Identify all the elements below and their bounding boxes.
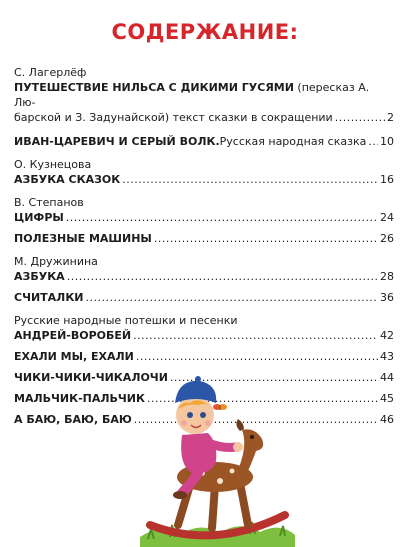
author-druzhinina: М. Дружинина xyxy=(14,255,98,268)
entry-ivan-page: 10 xyxy=(380,135,394,148)
entry-azbuka[interactable] xyxy=(14,269,394,284)
author-kuznetsova: О. Кузнецова xyxy=(14,158,92,171)
author-folk: Русские народные потешки и песенки xyxy=(14,314,238,327)
entry-nils[interactable] xyxy=(14,80,394,125)
entry-chiki-page: 44 xyxy=(380,371,394,384)
entry-andrey-page: 42 xyxy=(380,329,394,342)
entry-schitalki[interactable] xyxy=(14,290,394,305)
entry-andrey-title: АНДРЕЙ-ВОРОБЕЙ xyxy=(14,329,132,342)
entry-schitalki-title: СЧИТАЛКИ xyxy=(14,291,84,304)
entry-azbuka-skazok-page: 16 xyxy=(380,173,394,186)
entry-malchik-page: 45 xyxy=(380,392,394,405)
author-lagerlof: С. Лагерлёф xyxy=(14,66,87,79)
entry-ivan-title: ИВАН-ЦАРЕВИЧ И СЕРЫЙ ВОЛК. xyxy=(14,135,220,148)
entry-nils-note: (пересказ А. Лю- xyxy=(14,81,370,109)
entry-bayu-title: А БАЮ, БАЮ, БАЮ xyxy=(14,413,132,426)
entry-tsifry-page: 24 xyxy=(380,211,394,224)
entry-ekhali-title: ЕХАЛИ МЫ, ЕХАЛИ xyxy=(14,350,134,363)
boy-on-rocking-horse-icon xyxy=(120,365,410,547)
entry-azbuka-page: 28 xyxy=(380,270,394,283)
entry-nils-page: 2 xyxy=(387,111,394,124)
entry-malchik-title: МАЛЬЧИК-ПАЛЬЧИК xyxy=(14,392,145,405)
entry-bayu-page: 46 xyxy=(380,413,394,426)
entry-azbuka-skazok-title: АЗБУКА СКАЗОК xyxy=(14,173,121,186)
entry-mashiny-title: ПОЛЕЗНЫЕ МАШИНЫ xyxy=(14,232,152,245)
entry-nils-note-2: барской и З. Задунайской) текст сказки в сокращении xyxy=(14,111,333,124)
entry-ivan-note: Русская народная сказка xyxy=(219,135,367,148)
entry-schitalki-page: 36 xyxy=(380,291,394,304)
entry-ekhali-page: 43 xyxy=(380,350,394,363)
entry-ivan[interactable] xyxy=(14,134,394,149)
entry-mashiny-page: 26 xyxy=(380,232,394,245)
entry-azbuka-title: АЗБУКА xyxy=(14,270,65,283)
page-title: СОДЕРЖАНИЕ: xyxy=(111,20,299,44)
entry-tsifry[interactable] xyxy=(14,210,394,225)
author-stepanov: В. Степанов xyxy=(14,196,84,209)
entry-chiki-title: ЧИКИ-ЧИКИ-ЧИКАЛОЧИ xyxy=(14,371,168,384)
entry-tsifry-title: ЦИФРЫ xyxy=(14,211,64,224)
entry-ekhali[interactable] xyxy=(14,349,394,364)
entry-mashiny[interactable] xyxy=(14,231,394,246)
entry-andrey[interactable] xyxy=(14,328,394,343)
entry-azbuka-skazok[interactable] xyxy=(14,172,394,187)
entry-nils-title: ПУТЕШЕСТВИЕ НИЛЬСА С ДИКИМИ ГУСЯМИ xyxy=(14,81,294,94)
